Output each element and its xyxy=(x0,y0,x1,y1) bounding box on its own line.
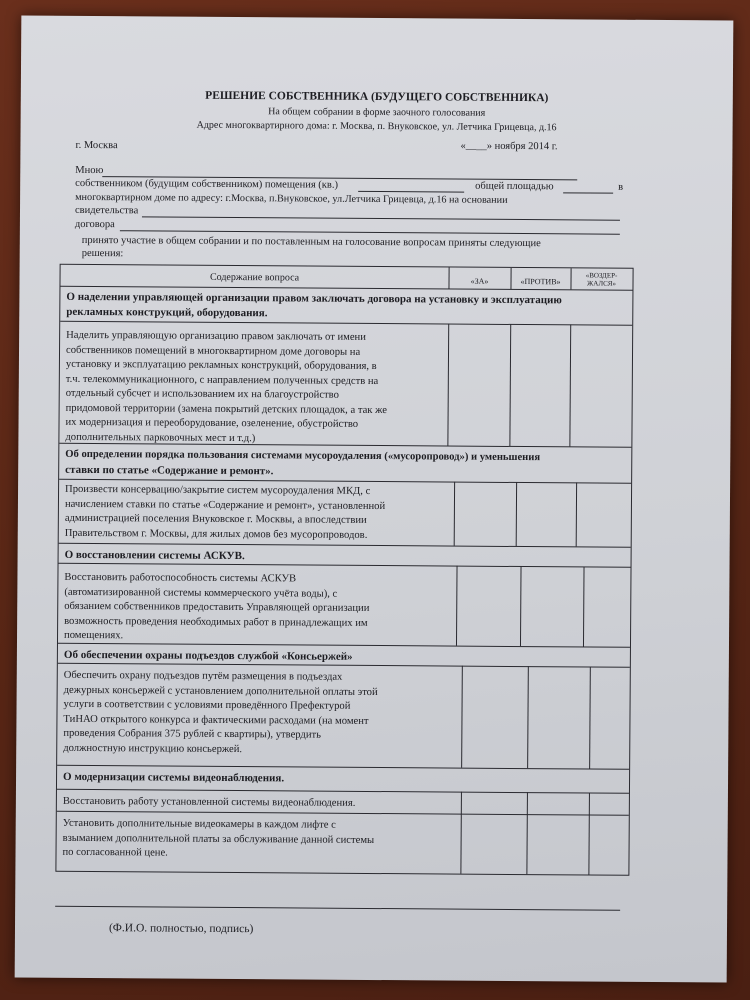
contract-input-line[interactable] xyxy=(120,230,620,234)
signature-caption: (Ф.И.О. полностью, подпись) xyxy=(108,922,254,936)
vote-abstain-advertising[interactable] xyxy=(570,325,631,445)
vote-against-advertising[interactable] xyxy=(510,325,569,445)
date-field[interactable]: «____» ноября 2014 г. xyxy=(460,140,558,153)
question-garbage: Произвести консервацию/закрытие систем мусороудаления МКД, с начислением ставки по статье «Содержание и ремонт», установленной администрацией поселения Внуковское г. Москвы, а впоследствии Правительством г. Москвы, для жилых домов без мусоропроводов. xyxy=(64,483,386,541)
form-line-participation: принято участие в общем собрании и по поставленным на голосование вопросам приняты следующие xyxy=(81,234,541,250)
vote-for-askuv[interactable] xyxy=(457,567,520,645)
header-abstain-2: ЖАЛСЯ» xyxy=(587,279,616,288)
vote-for-garbage[interactable] xyxy=(455,483,515,545)
signature-line[interactable] xyxy=(55,906,620,911)
section-title-concierge: Об обеспечении охраны подъездов службой «Консьержей» xyxy=(63,648,353,663)
form-line-decisions: решения: xyxy=(81,247,124,260)
section-title-askuv: О восстановлении системы АСКУВ. xyxy=(64,548,245,563)
city-label: г. Москва xyxy=(75,139,118,152)
question-video-cameras: Установить дополнительные видеокамеры в каждом лифте с взыманием дополнительной платы за обслуживание данной системы по согласованной цене. xyxy=(62,817,375,859)
vote-against-concierge[interactable] xyxy=(528,667,589,767)
building-address: Адрес многоквартирного дома: г. Москва, п. Внуковское, ул. Летчика Грицевца, д.16 xyxy=(196,119,557,134)
header-for: «ЗА» xyxy=(470,276,489,286)
question-advertising: Наделить управляющую организацию правом заключать от имени собственников помещений в многоквартирном доме договоры на установку и эксплуатацию рекламных конструкций, оборудования, в т.ч. телекоммуникационного, с направлением полученных средств на отдельный субсчет и использованием их на благоустройство придомовой территории (замена покрытий детских площадок, а так же их модернизация и переоборудование, озеленение, обустройство дополнительных парковочных мест и т.д.) xyxy=(65,329,388,444)
question-concierge: Обеспечить охрану подъездов путём размещения в подъездах дежурных консьержей с установлением дополнительной оплаты этой услуги в соответствии с условиями проведённого Префектурой ТиНАО открытого конкурса и фактическими расходами (на момент проведения Собрания 375 рублей с квартиры), утвердить должностную инструкцию консьержей. xyxy=(63,669,378,755)
vote-for-advertising[interactable] xyxy=(448,325,509,445)
vote-for-video-restore[interactable] xyxy=(462,793,526,813)
form-line-by-me: Мною xyxy=(75,164,104,177)
header-question: Содержание вопроса xyxy=(209,271,300,284)
vote-for-video-cameras[interactable] xyxy=(461,815,525,873)
section-title-garbage: Об определении порядка пользования системами мусороудаления («мусоропровод») и уменьшения ставки по статье «Содержание и ремонт». xyxy=(65,448,541,477)
header-against: «ПРОТИВ» xyxy=(520,277,561,287)
vote-abstain-video-cameras[interactable] xyxy=(589,816,627,874)
apartment-input-line[interactable] xyxy=(358,191,464,193)
header-abstain-1: «ВОЗДЕР- xyxy=(585,271,618,280)
vote-against-askuv[interactable] xyxy=(521,567,583,645)
section-title-advertising: О наделении управляющей организации правом заключать договора на установку и эксплуатацию рекламных конструкций, оборудования. xyxy=(66,290,562,319)
vote-for-concierge[interactable] xyxy=(462,667,527,767)
certificate-input-line[interactable] xyxy=(142,216,620,220)
voting-table xyxy=(55,264,633,876)
vote-against-video-restore[interactable] xyxy=(528,793,588,813)
form-line-in: в xyxy=(618,181,624,193)
form-line-address: многоквартирном доме по адресу: г.Москва, п.Внуковское, ул.Летчика Грицевца, д.16 на основании xyxy=(75,191,508,206)
question-askuv: Восстановить работоспособность системы АСКУВ (автоматизированной системы коммерческого учёта воды), с обязанием собственников предоставить Управляющей организации возможность проведения необходимых работ в принадлежащих им помещениях. xyxy=(64,571,370,642)
form-line-area: общей площадью xyxy=(475,180,554,193)
form-line-certificate: свидетельства xyxy=(74,204,139,217)
area-input-line[interactable] xyxy=(563,192,613,193)
vote-abstain-video-restore[interactable] xyxy=(590,794,628,814)
document-subtitle: На общем собрании в форме заочного голосования xyxy=(268,106,486,119)
section-title-video: О модернизации системы видеонаблюдения. xyxy=(63,770,285,785)
form-line-owner: собственником (будущим собственником) помещения (кв.) xyxy=(75,177,339,191)
form-line-contract: договора xyxy=(74,218,115,231)
question-video-restore: Восстановить работу установленной системы видеонаблюдения. xyxy=(62,795,356,809)
vote-against-garbage[interactable] xyxy=(517,483,575,545)
vote-abstain-askuv[interactable] xyxy=(584,567,630,645)
vote-abstain-garbage[interactable] xyxy=(577,483,630,545)
vote-against-video-cameras[interactable] xyxy=(527,815,587,873)
vote-abstain-concierge[interactable] xyxy=(590,668,629,768)
paper-sheet xyxy=(15,16,734,983)
document-title: РЕШЕНИЕ СОБСТВЕННИКА (БУДУЩЕГО СОБСТВЕННИКА) xyxy=(205,89,549,105)
